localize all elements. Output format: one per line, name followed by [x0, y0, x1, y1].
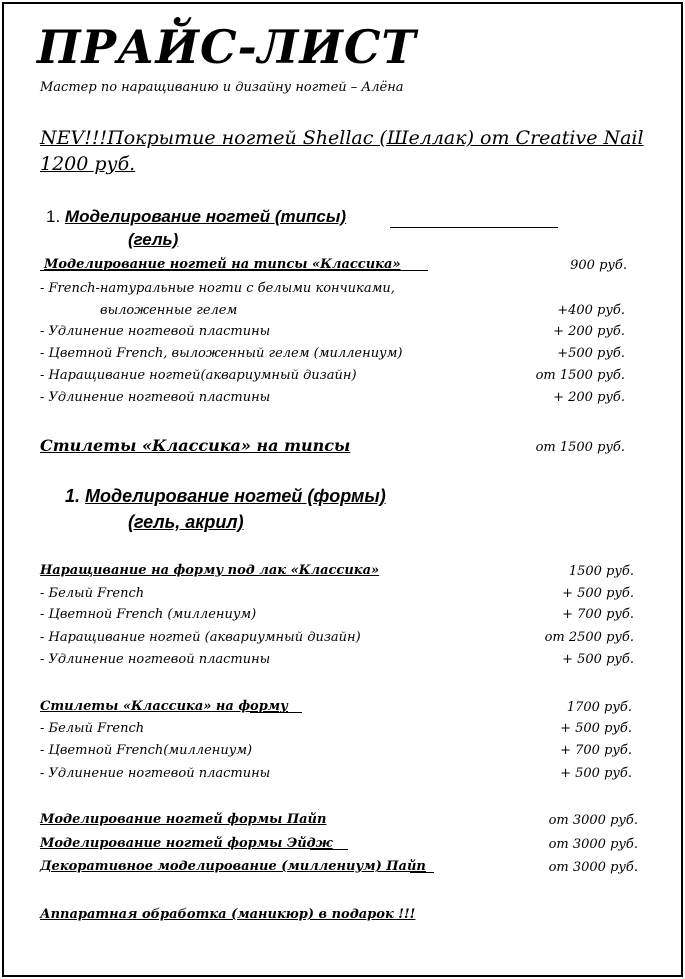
s2-g1-item-1-label: - Цветной French (миллениум)	[40, 607, 257, 622]
s2-group1-label: Наращивание на форму под лак «Классика»	[40, 563, 380, 578]
s2-g2-item-0-label: - Белый French	[40, 721, 145, 736]
s1-item-2-label: - Удлинение ногтевой пластины	[40, 324, 271, 339]
s1-group-rule	[40, 270, 428, 271]
s2-g2-item-2-label: - Удлинение ногтевой пластины	[40, 766, 271, 781]
section2-title: Моделирование ногтей (формы)	[85, 486, 386, 506]
s1-item-3-price: +500 руб.	[557, 346, 625, 361]
s1-item-2-price: + 200 руб.	[553, 324, 625, 339]
s1-item-0-label: - French-натуральные ногти с белыми кончиками,	[40, 281, 395, 296]
section2-heading	[65, 486, 386, 507]
s1-item-4-label: - Наращивание ногтей(аквариумный дизайн)	[40, 368, 357, 383]
s2-extra-2-rule	[410, 872, 434, 873]
s2-g1-item-1-price: + 700 руб.	[562, 607, 634, 622]
s1-item-1-label: выложенные гелем	[100, 303, 238, 318]
page-title: ПРАЙС-ЛИСТ	[37, 20, 417, 74]
s2-g2-item-0-price: + 500 руб.	[560, 721, 632, 736]
s1-item-1-price: +400 руб.	[557, 303, 625, 318]
s1-item-3-label: - Цветной French, выложенный гелем (миллениум)	[40, 346, 403, 361]
s2-extra-1-price: от 3000 руб.	[548, 837, 638, 852]
s2-extra-1-label: Моделирование ногтей формы Эйдж	[40, 836, 333, 851]
s2-g2-item-1-price: + 700 руб.	[560, 743, 632, 758]
s2-extra-1-rule	[310, 849, 348, 850]
section1-subtitle: (гель)	[128, 230, 179, 249]
s2-extra-2-label: Декоративное моделирование (миллениум) Пайп	[40, 859, 426, 874]
s1-item-4-price: от 1500 руб.	[535, 368, 625, 383]
page-subtitle: Мастер по наращиванию и дизайну ногтей – Алёна	[40, 80, 404, 95]
s2-g2-item-1-label: - Цветной French(миллениум)	[40, 743, 253, 758]
s1-group-price: 900 руб.	[570, 258, 627, 273]
s2-g2-item-2-price: + 500 руб.	[560, 766, 632, 781]
s2-extra-0-price: от 3000 руб.	[548, 813, 638, 828]
s1-stilety-price: от 1500 руб.	[535, 440, 625, 455]
s2-group2-label: Стилеты «Классика» на форму	[40, 699, 288, 714]
s2-extra-2-price: от 3000 руб.	[548, 860, 638, 875]
s1-item-5-label: - Удлинение ногтевой пластины	[40, 390, 271, 405]
s2-group2-price: 1700 руб.	[566, 700, 632, 715]
s1-item-5-price: + 200 руб.	[553, 390, 625, 405]
s2-extra-0-label: Моделирование ногтей формы Пайп	[40, 812, 327, 827]
section2-number: 1.	[65, 486, 81, 506]
s2-group1-price: 1500 руб.	[568, 564, 634, 579]
s2-g1-item-0-label: - Белый French	[40, 586, 145, 601]
s1-stilety-label: Стилеты «Классика» на типсы	[40, 436, 351, 455]
s1-group-label: Моделирование ногтей на типсы «Классика»	[44, 257, 401, 272]
section2-subtitle: (гель, акрил)	[128, 512, 244, 532]
section1-title: Моделирование ногтей (типсы)	[64, 207, 347, 226]
s2-g1-item-0-price: + 500 руб.	[562, 586, 634, 601]
gift-note: Аппаратная обработка (маникюр) в подарок !!!	[40, 907, 416, 922]
s2-g1-item-3-price: + 500 руб.	[562, 652, 634, 667]
s2-g1-item-2-price: от 2500 руб.	[544, 630, 634, 645]
section1-heading	[46, 207, 346, 227]
section1-number: 1.	[46, 207, 61, 226]
s2-group2-rule	[250, 712, 302, 713]
section1-title-rule	[390, 227, 558, 228]
promo-line-1: NEV!!!Покрытие ногтей Shellac (Шеллак) от Creative Nail	[40, 127, 644, 149]
s2-g1-item-2-label: - Наращивание ногтей (аквариумный дизайн)	[40, 630, 361, 645]
promo-line-2: 1200 руб.	[40, 153, 136, 175]
s2-g1-item-3-label: - Удлинение ногтевой пластины	[40, 652, 271, 667]
